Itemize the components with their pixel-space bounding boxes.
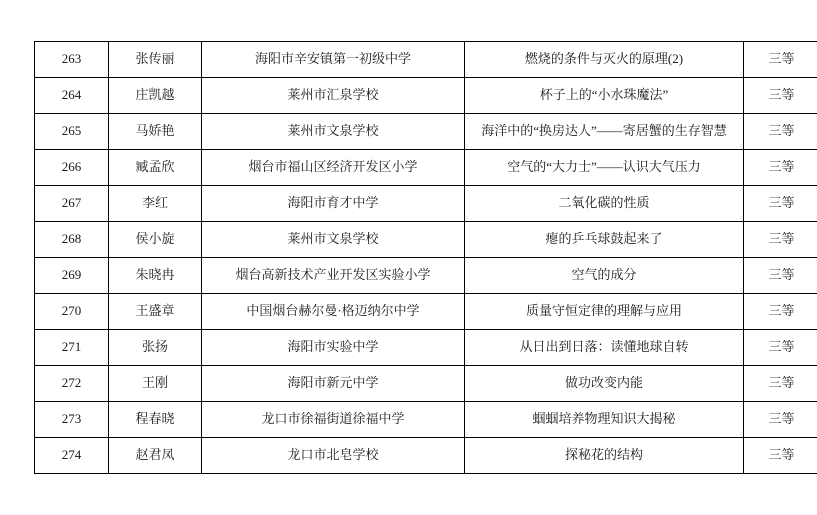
cell-award: 三等 [744, 438, 817, 474]
cell-title: 探秘花的结构 [465, 438, 744, 474]
table-row [35, 258, 817, 294]
cell-school: 海阳市新元中学 [202, 366, 465, 402]
cell-no: 273 [35, 402, 109, 438]
cell-title: 二氧化碳的性质 [465, 186, 744, 222]
cell-no: 269 [35, 258, 109, 294]
cell-award: 三等 [744, 42, 817, 78]
cell-school: 龙口市徐福街道徐福中学 [202, 402, 465, 438]
cell-no: 266 [35, 150, 109, 186]
cell-title: 蝈蝈培养物理知识大揭秘 [465, 402, 744, 438]
cell-school: 海阳市育才中学 [202, 186, 465, 222]
cell-title: 杯子上的“小水珠魔法” [465, 78, 744, 114]
cell-award: 三等 [744, 402, 817, 438]
award-table [34, 41, 817, 474]
cell-school: 海阳市辛安镇第一初级中学 [202, 42, 465, 78]
cell-title: 瘪的乒乓球鼓起来了 [465, 222, 744, 258]
cell-name: 赵君凤 [109, 438, 202, 474]
table-row [35, 294, 817, 330]
cell-award: 三等 [744, 114, 817, 150]
cell-award: 三等 [744, 150, 817, 186]
cell-award: 三等 [744, 330, 817, 366]
cell-name: 庄凯越 [109, 78, 202, 114]
cell-title: 从日出到日落：读懂地球自转 [465, 330, 744, 366]
cell-title: 质量守恒定律的理解与应用 [465, 294, 744, 330]
cell-no: 267 [35, 186, 109, 222]
cell-name: 王盛章 [109, 294, 202, 330]
award-table-body [35, 42, 817, 474]
cell-no: 271 [35, 330, 109, 366]
table-row [35, 402, 817, 438]
cell-school: 中国烟台赫尔曼·格迈纳尔中学 [202, 294, 465, 330]
cell-name: 臧孟欣 [109, 150, 202, 186]
cell-no: 268 [35, 222, 109, 258]
cell-award: 三等 [744, 222, 817, 258]
cell-name: 李红 [109, 186, 202, 222]
cell-no: 264 [35, 78, 109, 114]
cell-school: 烟台市福山区经济开发区小学 [202, 150, 465, 186]
cell-name: 侯小旋 [109, 222, 202, 258]
cell-no: 270 [35, 294, 109, 330]
cell-school: 莱州市文泉学校 [202, 114, 465, 150]
table-row [35, 186, 817, 222]
cell-school: 海阳市实验中学 [202, 330, 465, 366]
cell-school: 莱州市汇泉学校 [202, 78, 465, 114]
cell-name: 张传丽 [109, 42, 202, 78]
cell-no: 272 [35, 366, 109, 402]
table-row [35, 150, 817, 186]
cell-award: 三等 [744, 366, 817, 402]
cell-title: 做功改变内能 [465, 366, 744, 402]
cell-name: 马娇艳 [109, 114, 202, 150]
cell-no: 265 [35, 114, 109, 150]
table-row [35, 222, 817, 258]
cell-award: 三等 [744, 294, 817, 330]
table-row [35, 366, 817, 402]
cell-no: 263 [35, 42, 109, 78]
cell-award: 三等 [744, 258, 817, 294]
cell-no: 274 [35, 438, 109, 474]
table-row [35, 330, 817, 366]
cell-school: 烟台高新技术产业开发区实验小学 [202, 258, 465, 294]
cell-name: 张扬 [109, 330, 202, 366]
cell-title: 海洋中的“换房达人”——寄居蟹的生存智慧 [465, 114, 744, 150]
cell-award: 三等 [744, 78, 817, 114]
table-row [35, 114, 817, 150]
table-row [35, 78, 817, 114]
table-row [35, 42, 817, 78]
cell-title: 空气的“大力士”——认识大气压力 [465, 150, 744, 186]
cell-title: 燃烧的条件与灭火的原理(2) [465, 42, 744, 78]
cell-name: 王刚 [109, 366, 202, 402]
cell-title: 空气的成分 [465, 258, 744, 294]
cell-school: 莱州市文泉学校 [202, 222, 465, 258]
cell-award: 三等 [744, 186, 817, 222]
cell-name: 朱晓冉 [109, 258, 202, 294]
cell-name: 程春晓 [109, 402, 202, 438]
table-row [35, 438, 817, 474]
award-table-container [34, 41, 795, 474]
cell-school: 龙口市北皂学校 [202, 438, 465, 474]
